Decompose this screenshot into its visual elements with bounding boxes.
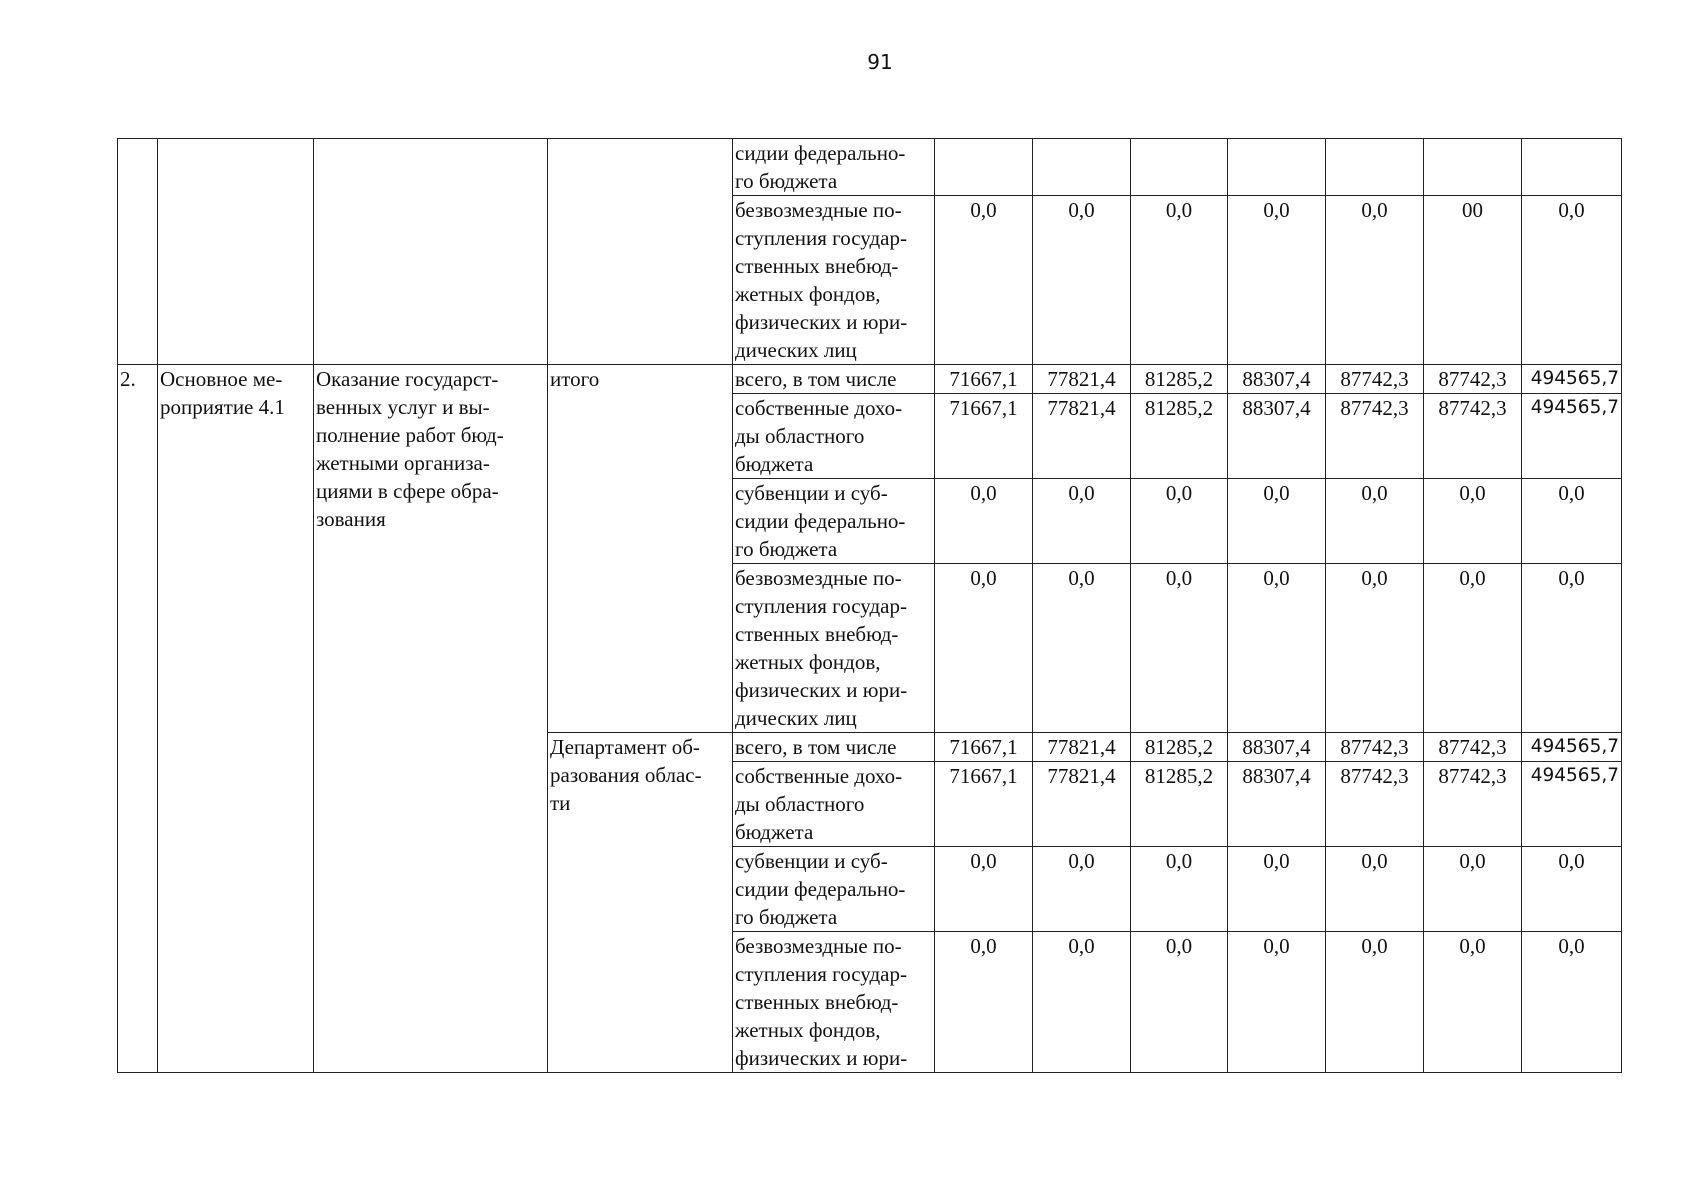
year-value-cell: 0,0 bbox=[1131, 479, 1228, 564]
funding-source-line: ды областного bbox=[735, 792, 865, 816]
description-cell bbox=[314, 139, 548, 365]
year-value-cell: 88307,4 bbox=[1228, 394, 1326, 479]
description-line: Оказание государст- bbox=[316, 367, 499, 391]
year-value-cell: 0,0 bbox=[1424, 932, 1522, 1073]
year-value-cell: 0,0 bbox=[1033, 847, 1131, 932]
year-value-cell: 87742,3 bbox=[1424, 733, 1522, 762]
funding-source-cell bbox=[733, 394, 935, 479]
funding-source-line: дических лиц bbox=[735, 338, 857, 362]
year-value-cell: 77821,4 bbox=[1033, 762, 1131, 847]
funding-source-line: субвенции и суб- bbox=[735, 481, 888, 505]
year-value-cell: 88307,4 bbox=[1228, 762, 1326, 847]
year-value-cell: 87742,3 bbox=[1326, 762, 1424, 847]
executor-cell bbox=[548, 733, 733, 1073]
year-value-cell: 0,0 bbox=[1326, 564, 1424, 733]
funding-source-line: собственные дохо- bbox=[735, 764, 903, 788]
year-value-cell: 0,0 bbox=[1131, 847, 1228, 932]
year-value-cell: 87742,3 bbox=[1326, 394, 1424, 479]
funding-source-line: бюджета bbox=[735, 452, 814, 476]
year-value-cell: 71667,1 bbox=[935, 762, 1033, 847]
executor-line: Департамент об- bbox=[550, 735, 700, 759]
year-value-cell: 0,0 bbox=[1033, 932, 1131, 1073]
funding-source-line: физических и юри- bbox=[735, 678, 908, 702]
page-number: 91 bbox=[867, 50, 893, 74]
event-line: Основное ме- bbox=[160, 367, 283, 391]
year-value-cell: 0,0 bbox=[1228, 564, 1326, 733]
year-value-cell bbox=[1228, 139, 1326, 196]
total-value-cell: 494565,7 bbox=[1522, 394, 1622, 479]
funding-source-line: ственных внебюд- bbox=[735, 622, 899, 646]
year-value-cell: 87742,3 bbox=[1326, 365, 1424, 394]
year-value-cell: 0,0 bbox=[1424, 564, 1522, 733]
total-value-cell: 0,0 bbox=[1522, 196, 1622, 365]
year-value-cell: 77821,4 bbox=[1033, 733, 1131, 762]
year-value-cell: 71667,1 bbox=[935, 365, 1033, 394]
funding-source-line: го бюджета bbox=[735, 169, 838, 193]
funding-source-line: собственные дохо- bbox=[735, 396, 903, 420]
year-value-cell: 0,0 bbox=[1326, 847, 1424, 932]
year-value-cell: 0,0 bbox=[935, 564, 1033, 733]
total-value-cell bbox=[1522, 139, 1622, 196]
funding-source-line: го бюджета bbox=[735, 905, 838, 929]
description-line: венных услуг и вы- bbox=[316, 395, 490, 419]
funding-source-line: ступления государ- bbox=[735, 594, 907, 618]
funding-source-line: всего, в том числе bbox=[735, 735, 897, 759]
funding-source-line: всего, в том числе bbox=[735, 367, 897, 391]
year-value-cell: 0,0 bbox=[1424, 479, 1522, 564]
funding-source-line: сидии федерально- bbox=[735, 141, 906, 165]
funding-source-cell bbox=[733, 733, 935, 762]
funding-source-line: физических и юри- bbox=[735, 1046, 908, 1070]
funding-source-line: ступления государ- bbox=[735, 962, 907, 986]
description-line: циями в сфере обра- bbox=[316, 479, 499, 503]
year-value-cell: 87742,3 bbox=[1424, 762, 1522, 847]
year-value-cell: 77821,4 bbox=[1033, 365, 1131, 394]
funding-source-line: субвенции и суб- bbox=[735, 849, 888, 873]
year-value-cell: 0,0 bbox=[1033, 196, 1131, 365]
event-line: роприятие 4.1 bbox=[160, 395, 285, 419]
funding-source-line: физических и юри- bbox=[735, 310, 908, 334]
event-cell bbox=[158, 139, 314, 365]
year-value-cell: 0,0 bbox=[1228, 196, 1326, 365]
funding-source-line: сидии федерально- bbox=[735, 509, 906, 533]
description-cell bbox=[314, 365, 548, 1073]
funding-source-cell bbox=[733, 139, 935, 196]
year-value-cell: 0,0 bbox=[935, 932, 1033, 1073]
funding-source-line: сидии федерально- bbox=[735, 877, 906, 901]
row-number-cell bbox=[118, 365, 158, 1073]
funding-source-line: безвозмездные по- bbox=[735, 934, 902, 958]
description-line: зования bbox=[316, 507, 386, 531]
executor-line: итого bbox=[550, 367, 600, 391]
year-value-cell: 0,0 bbox=[1326, 932, 1424, 1073]
year-value-cell: 0,0 bbox=[1131, 564, 1228, 733]
total-value-cell: 494565,7 bbox=[1522, 365, 1622, 394]
total-value-cell: 494565,7 bbox=[1522, 762, 1622, 847]
year-value-cell: 0,0 bbox=[1131, 196, 1228, 365]
total-value-cell: 0,0 bbox=[1522, 479, 1622, 564]
year-value-cell: 0,0 bbox=[1228, 932, 1326, 1073]
table-row bbox=[118, 365, 1622, 394]
description-line: жетными организа- bbox=[316, 451, 490, 475]
year-value-cell: 0,0 bbox=[1326, 196, 1424, 365]
year-value-cell: 0,0 bbox=[1228, 479, 1326, 564]
executor-line: ти bbox=[550, 791, 571, 815]
year-value-cell: 0,0 bbox=[935, 847, 1033, 932]
funding-source-line: ступления государ- bbox=[735, 226, 907, 250]
row-number-cell bbox=[118, 139, 158, 365]
total-value-cell: 0,0 bbox=[1522, 932, 1622, 1073]
funding-source-line: ственных внебюд- bbox=[735, 990, 899, 1014]
year-value-cell: 0,0 bbox=[1131, 932, 1228, 1073]
year-value-cell: 81285,2 bbox=[1131, 365, 1228, 394]
description-line: полнение работ бюд- bbox=[316, 423, 504, 447]
executor-cell bbox=[548, 139, 733, 365]
year-value-cell: 0,0 bbox=[1033, 479, 1131, 564]
year-value-cell: 0,0 bbox=[1228, 847, 1326, 932]
funding-source-line: ственных внебюд- bbox=[735, 254, 899, 278]
funding-source-cell bbox=[733, 847, 935, 932]
funding-source-cell bbox=[733, 762, 935, 847]
funding-source-line: жетных фондов, bbox=[735, 1018, 881, 1042]
year-value-cell: 81285,2 bbox=[1131, 394, 1228, 479]
year-value-cell bbox=[1326, 139, 1424, 196]
total-value-cell: 494565,7 bbox=[1522, 733, 1622, 762]
funding-source-line: безвозмездные по- bbox=[735, 198, 902, 222]
year-value-cell bbox=[1131, 139, 1228, 196]
funding-source-line: жетных фондов, bbox=[735, 282, 881, 306]
year-value-cell: 0,0 bbox=[935, 196, 1033, 365]
executor-cell bbox=[548, 365, 733, 733]
table-row bbox=[118, 139, 1622, 196]
funding-source-line: го бюджета bbox=[735, 537, 838, 561]
year-value-cell: 87742,3 bbox=[1424, 394, 1522, 479]
funding-source-line: бюджета bbox=[735, 820, 814, 844]
year-value-cell bbox=[1424, 139, 1522, 196]
year-value-cell: 0,0 bbox=[1326, 479, 1424, 564]
funding-source-line: жетных фондов, bbox=[735, 650, 881, 674]
year-value-cell: 81285,2 bbox=[1131, 733, 1228, 762]
year-value-cell bbox=[935, 139, 1033, 196]
funding-source-cell bbox=[733, 196, 935, 365]
row-number: 2. bbox=[120, 367, 136, 391]
year-value-cell: 71667,1 bbox=[935, 733, 1033, 762]
total-value-cell: 0,0 bbox=[1522, 847, 1622, 932]
executor-line: разования облас- bbox=[550, 763, 702, 787]
event-cell bbox=[158, 365, 314, 1073]
funding-source-line: дических лиц bbox=[735, 706, 857, 730]
funding-table bbox=[117, 138, 1622, 1073]
year-value-cell: 00 bbox=[1424, 196, 1522, 365]
year-value-cell: 81285,2 bbox=[1131, 762, 1228, 847]
funding-source-cell bbox=[733, 932, 935, 1073]
year-value-cell: 87742,3 bbox=[1326, 733, 1424, 762]
year-value-cell: 71667,1 bbox=[935, 394, 1033, 479]
year-value-cell: 88307,4 bbox=[1228, 365, 1326, 394]
year-value-cell: 0,0 bbox=[935, 479, 1033, 564]
total-value-cell: 0,0 bbox=[1522, 564, 1622, 733]
funding-source-cell bbox=[733, 564, 935, 733]
year-value-cell: 88307,4 bbox=[1228, 733, 1326, 762]
funding-source-cell bbox=[733, 365, 935, 394]
year-value-cell: 87742,3 bbox=[1424, 365, 1522, 394]
funding-source-line: ды областного bbox=[735, 424, 865, 448]
year-value-cell: 0,0 bbox=[1424, 847, 1522, 932]
funding-source-cell bbox=[733, 479, 935, 564]
year-value-cell: 0,0 bbox=[1033, 564, 1131, 733]
year-value-cell bbox=[1033, 139, 1131, 196]
funding-source-line: безвозмездные по- bbox=[735, 566, 902, 590]
year-value-cell: 77821,4 bbox=[1033, 394, 1131, 479]
